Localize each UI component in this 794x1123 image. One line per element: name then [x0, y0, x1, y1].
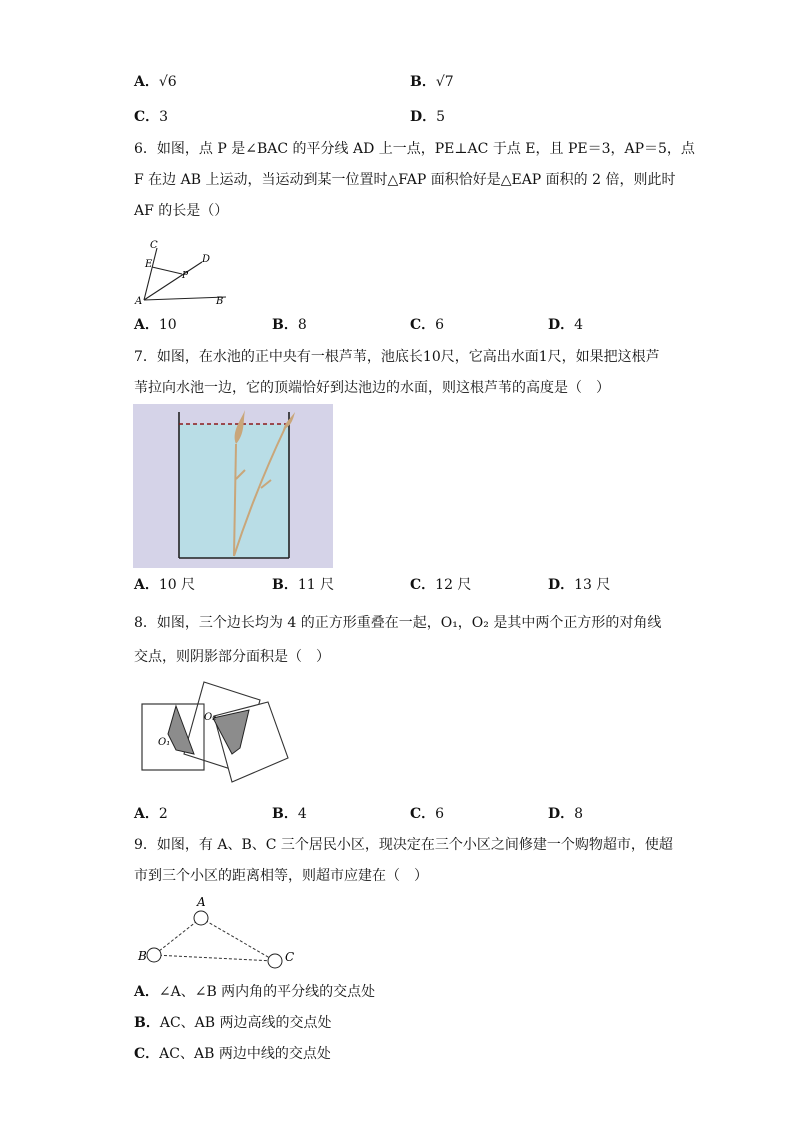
label-c: C — [150, 240, 158, 251]
option-letter: B． — [410, 74, 436, 90]
option-value: 3 — [159, 109, 169, 125]
label-p: P — [182, 271, 189, 281]
option-letter: A． — [134, 74, 159, 90]
label-d: D — [202, 254, 211, 265]
q5-option-a — [134, 72, 177, 92]
q9-option-b — [134, 1013, 332, 1033]
option-value: 13 尺 — [574, 577, 611, 593]
q9-text-line-2: 市到三个小区的距离相等，则超市应建在（ ） — [134, 868, 428, 884]
triangle-dashed-edges — [154, 918, 275, 961]
q8-text-line-2: 交点，则阴影部分面积是（ ） — [134, 649, 330, 665]
option-value: 2 — [158, 806, 168, 822]
label-b: B — [138, 949, 147, 963]
q5-option-c — [134, 107, 168, 127]
label-c: C — [285, 950, 295, 964]
option-value: 4 — [574, 317, 584, 333]
option-letter: B． — [272, 317, 298, 333]
q6-option-a — [134, 315, 177, 335]
segment-pe — [152, 267, 182, 274]
option-letter: A． — [134, 317, 159, 333]
option-value: 8 — [297, 317, 307, 333]
ray-ab — [144, 297, 226, 300]
option-letter: C． — [134, 109, 160, 125]
q9-option-a — [134, 982, 375, 1002]
option-value: √6 — [158, 74, 177, 90]
q6-option-c — [410, 315, 444, 335]
option-letter: B． — [272, 577, 298, 593]
option-letter: A． — [134, 577, 159, 593]
option-value: 8 — [574, 806, 584, 822]
option-letter: C． — [134, 1046, 160, 1062]
label-o1: O₁ — [158, 737, 171, 748]
district-a-marker — [194, 911, 208, 925]
q8-option-b — [272, 804, 307, 824]
q7-option-a — [134, 575, 195, 595]
q9-text-line-1: 9．如图，有 A、B、C 三个居民小区，现决定在三个小区之间修建一个购物超市，使超 — [134, 837, 673, 853]
option-value: 12 尺 — [435, 577, 472, 593]
option-letter: D． — [548, 806, 575, 822]
q9-option-c — [134, 1044, 331, 1064]
option-letter: D． — [548, 577, 575, 593]
q6-text-line-1: 6．如图，点 P 是∠BAC 的平分线 AD 上一点，PE⊥AC 于点 E，且 PE＝3，AP＝5，点 — [134, 141, 695, 157]
q7-text-line-1: 7．如图，在水池的正中央有一根芦苇，池底长10尺，它高出水面1尺，如果把这根芦 — [134, 349, 660, 365]
option-letter: C． — [410, 806, 436, 822]
q7-pond-figure — [133, 404, 333, 568]
q9-triangle-figure — [134, 892, 304, 972]
option-value: 4 — [297, 806, 307, 822]
option-value: 5 — [436, 109, 446, 125]
label-o2: O₂ — [204, 712, 217, 723]
option-value: 6 — [435, 317, 445, 333]
option-letter: A． — [134, 984, 159, 1000]
option-letter: B． — [134, 1015, 160, 1031]
option-letter: C． — [410, 577, 436, 593]
q6-text-line-3: AF 的长是（） — [134, 203, 229, 219]
q7-option-c — [410, 575, 471, 595]
option-letter: B． — [272, 806, 298, 822]
q8-text-line-1: 8．如图，三个边长均为 4 的正方形重叠在一起，O₁，O₂ 是其中两个正方形的对角线 — [134, 615, 662, 631]
label-a: A — [197, 895, 206, 909]
option-value: 11 尺 — [297, 577, 335, 593]
q5-option-d — [410, 107, 445, 127]
q6-option-b — [272, 315, 307, 335]
q6-figure — [130, 236, 240, 312]
option-value: 10 — [158, 317, 177, 333]
label-a: A — [135, 296, 143, 307]
q7-text-line-2: 苇拉向水池一边，它的顶端恰好到达池边的水面，则这根芦苇的高度是（ ） — [134, 380, 610, 396]
option-letter: D． — [548, 317, 575, 333]
option-value: AC、AB 两边高线的交点处 — [159, 1015, 332, 1031]
label-b: B — [216, 296, 224, 307]
district-b-marker — [147, 948, 161, 962]
label-e: E — [145, 259, 153, 270]
q8-squares-figure — [136, 678, 296, 788]
q6-option-d — [548, 315, 583, 335]
q5-option-b — [410, 72, 454, 92]
q8-option-d — [548, 804, 583, 824]
option-value: √7 — [435, 74, 454, 90]
option-letter: A． — [134, 806, 159, 822]
district-c-marker — [268, 954, 282, 968]
q6-text-line-2: F 在边 AB 上运动，当运动到某一位置时△FAP 面积恰好是△EAP 面积的 2 倍，则此时 — [134, 172, 676, 188]
option-value: 6 — [435, 806, 445, 822]
square-right — [214, 702, 288, 782]
q8-option-a — [134, 804, 168, 824]
q7-option-b — [272, 575, 334, 595]
option-value: ∠A、∠B 两内角的平分线的交点处 — [158, 984, 376, 1000]
option-value: AC、AB 两边中线的交点处 — [159, 1046, 331, 1062]
q7-option-d — [548, 575, 610, 595]
q8-option-c — [410, 804, 444, 824]
option-value: 10 尺 — [158, 577, 196, 593]
option-letter: C． — [410, 317, 436, 333]
option-letter: D． — [410, 109, 437, 125]
